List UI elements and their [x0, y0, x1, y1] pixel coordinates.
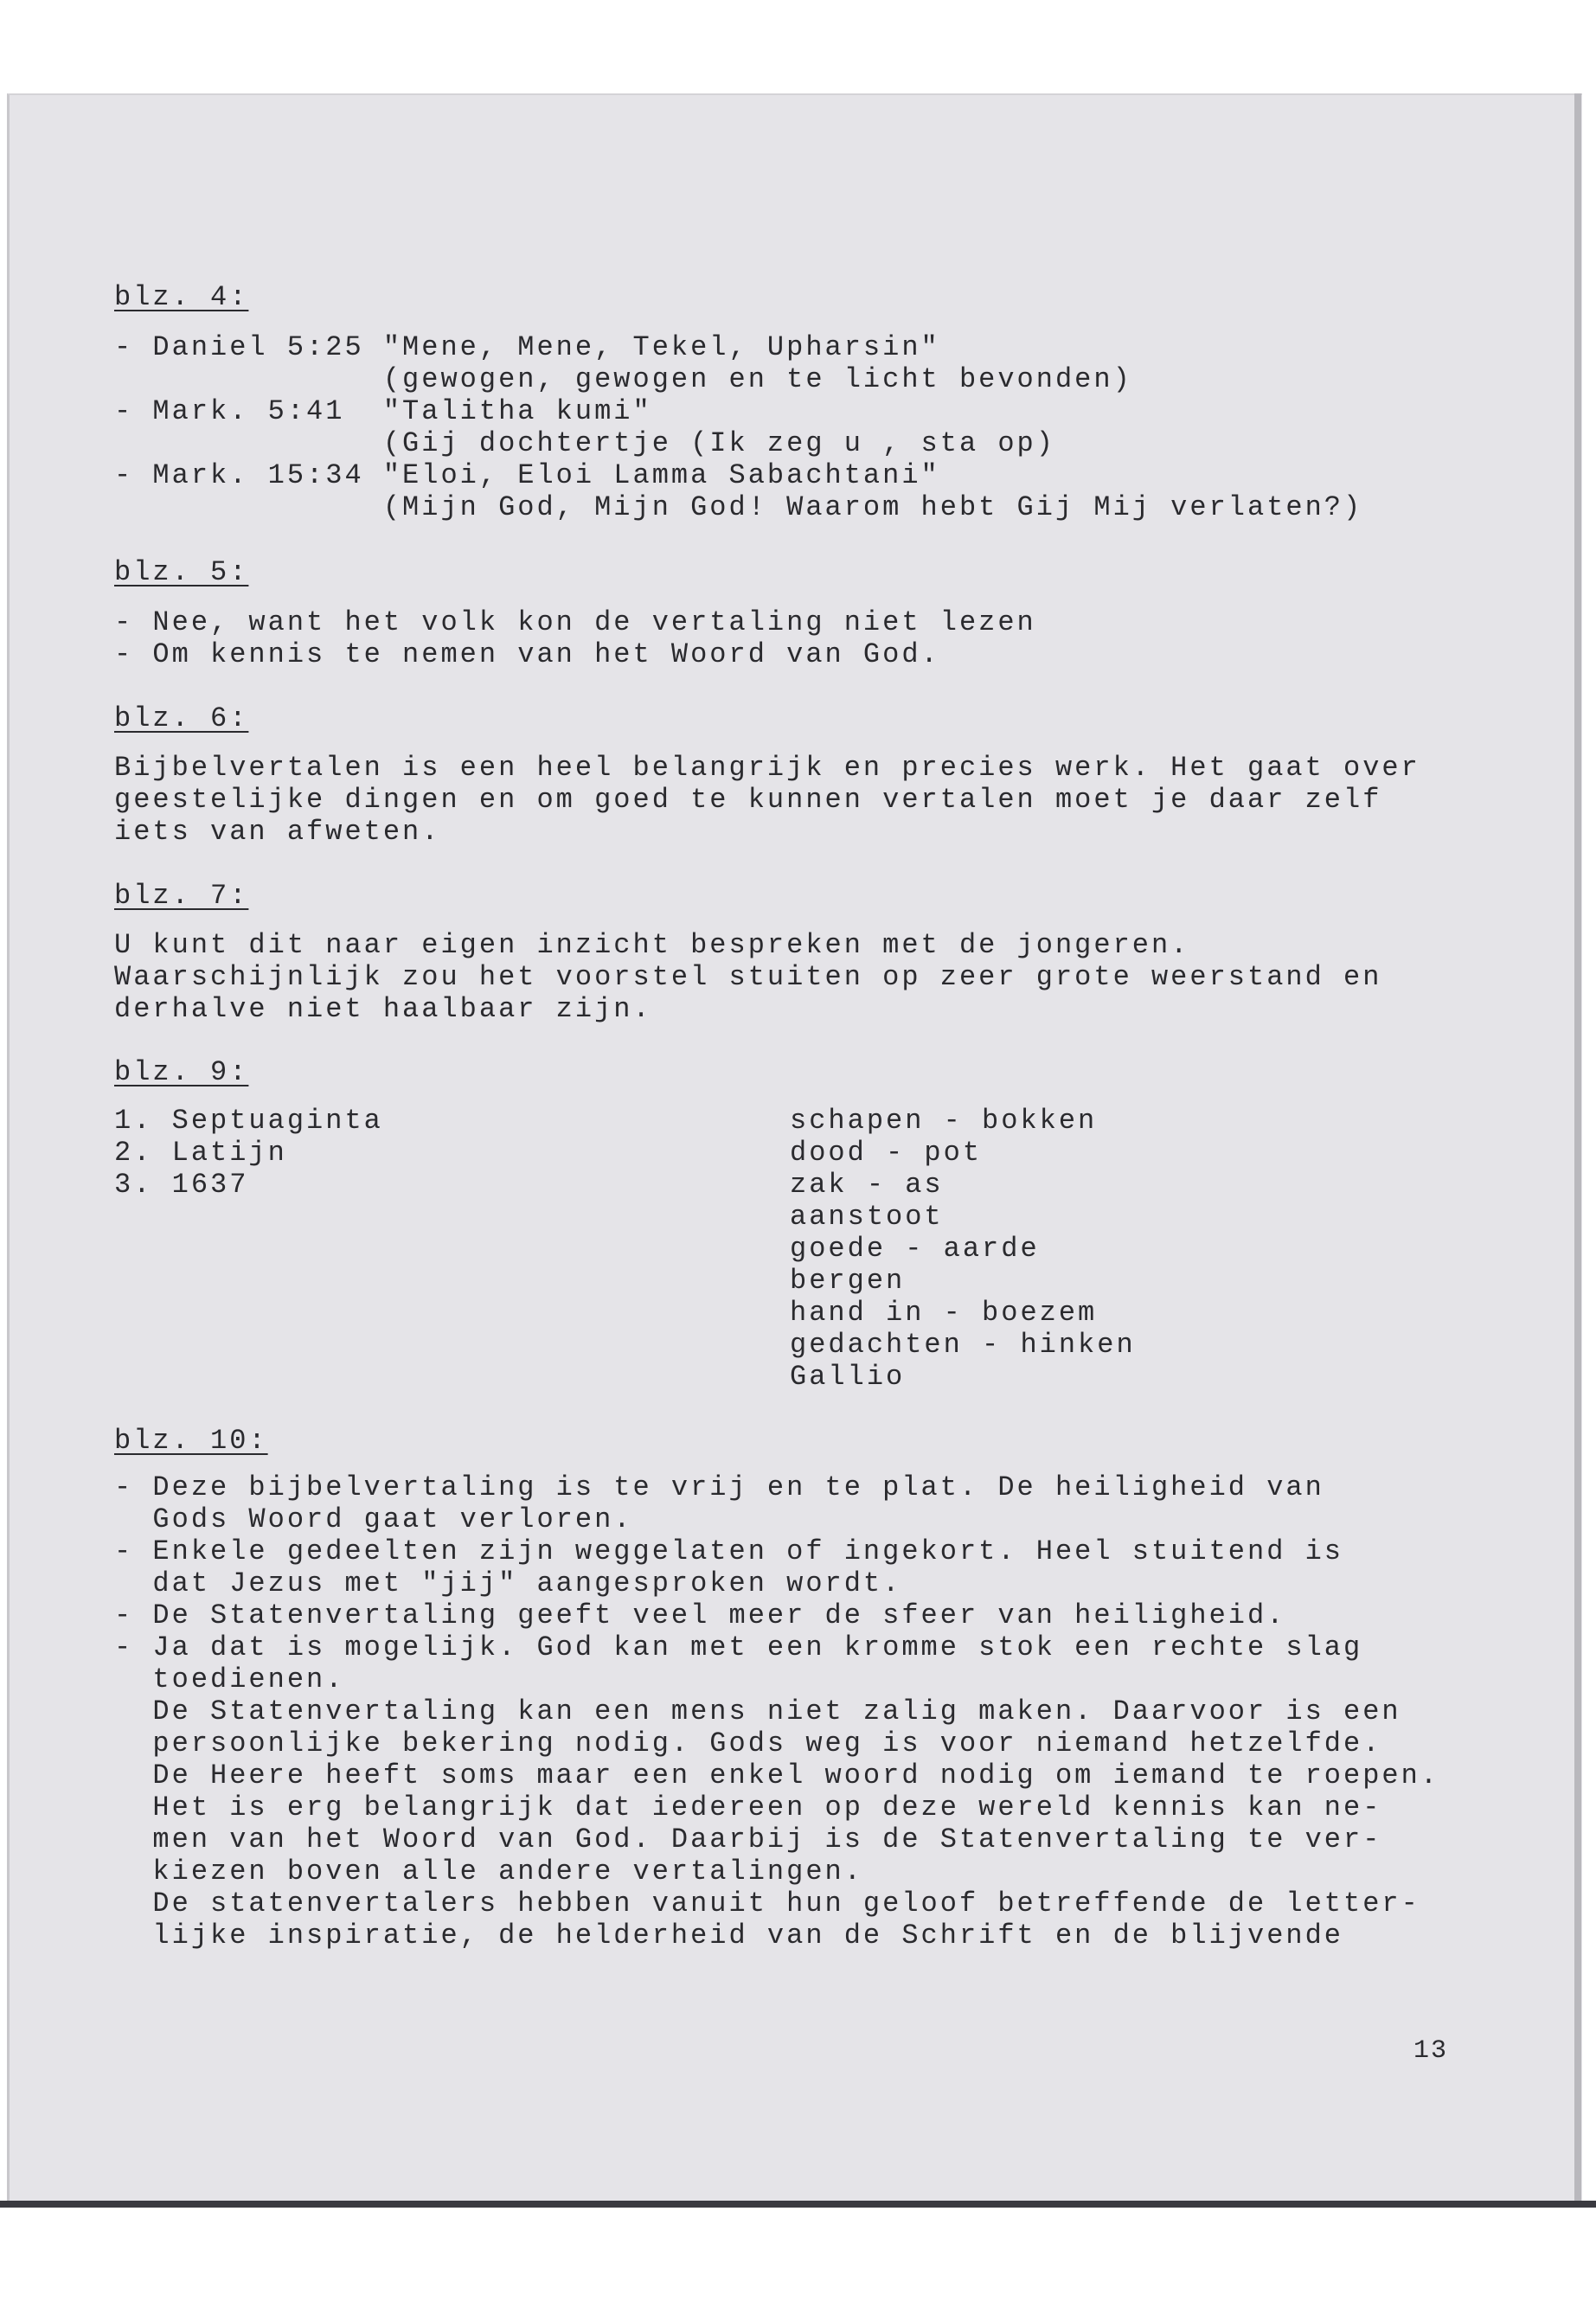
word-pair: aanstoot [790, 1201, 944, 1233]
word-pair: bergen [790, 1265, 906, 1297]
text-line: derhalve niet haalbaar zijn. [114, 993, 652, 1025]
section-heading-blz-4: blz. 4: [114, 281, 249, 313]
list-item: 3. 1637 [114, 1169, 249, 1201]
word-pair: hand in - boezem [790, 1297, 1098, 1329]
text-line: lijke inspiratie, de helderheid van de Schrift en de blijvende [114, 1920, 1343, 1952]
text-line: - Mark. 15:34 "Eloi, Eloi Lamma Sabachtani" [114, 459, 940, 491]
text-line: geestelijke dingen en om goed te kunnen vertalen moet je daar zelf [114, 784, 1382, 816]
section-heading-blz-5: blz. 5: [114, 556, 249, 588]
text-line: kiezen boven alle andere vertalingen. [114, 1856, 863, 1888]
word-pair: zak - as [790, 1169, 944, 1201]
section-heading-blz-10: blz. 10: [114, 1425, 268, 1457]
text-line: U kunt dit naar eigen inzicht bespreken met de jongeren. [114, 929, 1190, 961]
text-line: Gods Woord gaat verloren. [114, 1503, 633, 1535]
text-line: toedienen. [114, 1663, 345, 1695]
text-line: - Ja dat is mogelijk. God kan met een kromme stok een rechte slag [114, 1631, 1363, 1663]
text-line: Het is erg belangrijk dat iedereen op deze wereld kennis kan ne- [114, 1791, 1382, 1823]
word-pair: schapen - bokken [790, 1105, 1098, 1137]
text-line: De statenvertalers hebben vanuit hun geloof betreffende de letter- [114, 1888, 1420, 1920]
text-line: - Deze bijbelvertaling is te vrij en te plat. De heiligheid van [114, 1471, 1324, 1503]
text-line: - Nee, want het volk kon de vertaling niet lezen [114, 606, 1036, 638]
word-pair: goede - aarde [790, 1233, 1040, 1265]
text-line: - Mark. 5:41 "Talitha kumi" [114, 395, 652, 427]
text-line: (Gij dochtertje (Ik zeg u , sta op) [114, 427, 1055, 459]
word-pair: Gallio [790, 1361, 906, 1393]
section-heading-blz-9: blz. 9: [114, 1056, 249, 1088]
text-line: dat Jezus met "jij" aangesproken wordt. [114, 1567, 902, 1599]
text-line: De Heere heeft soms maar een enkel woord nodig om iemand te roepen. [114, 1759, 1440, 1791]
list-item: 1. Septuaginta [114, 1105, 383, 1137]
page-number: 13 [1413, 2036, 1449, 2066]
text-line: (gewogen, gewogen en te licht bevonden) [114, 363, 1132, 395]
text-line: De Statenvertaling kan een mens niet zalig maken. Daarvoor is een [114, 1695, 1401, 1727]
page-edge-shadow [1574, 93, 1581, 2204]
word-pair: dood - pot [790, 1137, 983, 1169]
page-bottom-edge [0, 2201, 1596, 2208]
text-line: - Enkele gedeelten zijn weggelaten of ingekort. Heel stuitend is [114, 1535, 1343, 1567]
text-line: - De Statenvertaling geeft veel meer de sfeer van heiligheid. [114, 1599, 1286, 1631]
text-line: - Om kennis te nemen van het Woord van God. [114, 638, 940, 670]
text-line: Bijbelvertalen is een heel belangrijk en precies werk. Het gaat over [114, 752, 1420, 784]
text-line: men van het Woord van God. Daarbij is de Statenvertaling te ver- [114, 1823, 1382, 1856]
text-line: - Daniel 5:25 "Mene, Mene, Tekel, Upharsin" [114, 331, 940, 363]
section-heading-blz-7: blz. 7: [114, 880, 249, 912]
text-line: persoonlijke bekering nodig. Gods weg is voor niemand hetzelfde. [114, 1727, 1382, 1759]
text-line: (Mijn God, Mijn God! Waarom hebt Gij Mij verlaten?) [114, 491, 1363, 523]
list-item: 2. Latijn [114, 1137, 287, 1169]
text-line: Waarschijnlijk zou het voorstel stuiten op zeer grote weerstand en [114, 961, 1382, 993]
text-line: iets van afweten. [114, 816, 441, 848]
section-heading-blz-6: blz. 6: [114, 702, 249, 734]
word-pair: gedachten - hinken [790, 1329, 1136, 1361]
